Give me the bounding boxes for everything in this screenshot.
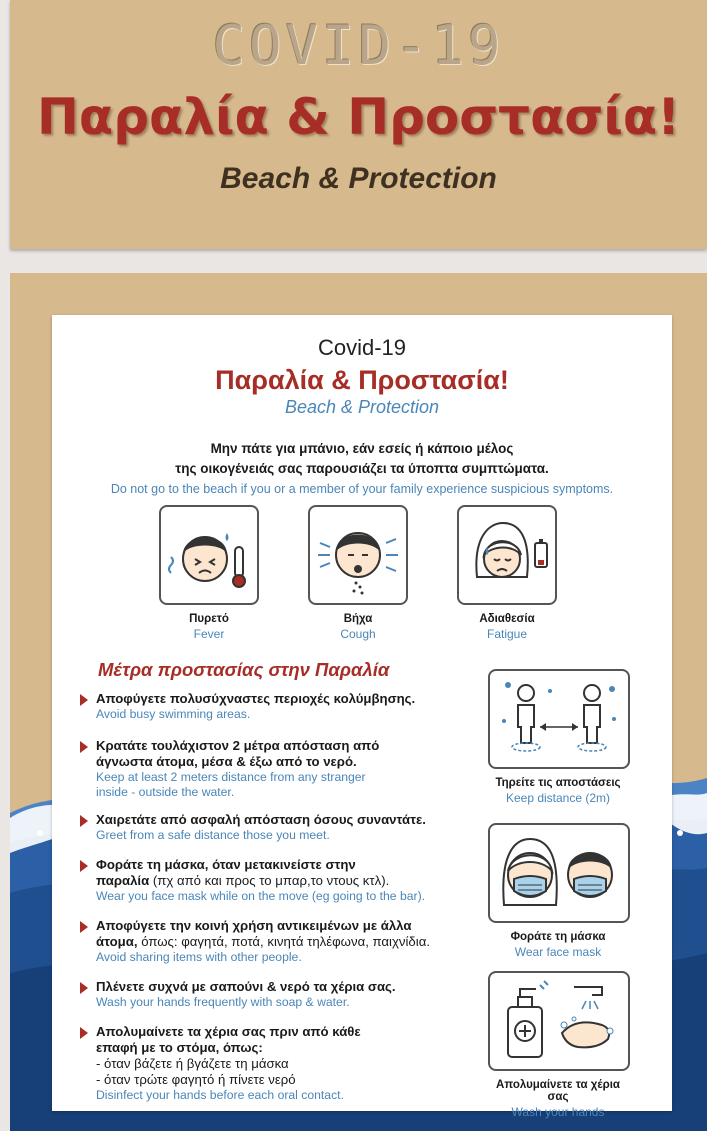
measure-item <box>80 918 460 965</box>
symptom-fever-label-en: Fever <box>193 627 225 641</box>
measure-greek: Φοράτε τη μάσκα, όταν μετακινείστε στην <box>96 857 356 872</box>
fever-icon <box>159 505 259 605</box>
measure-english: Disinfect your hands before each oral contact. <box>96 1088 344 1102</box>
measure-item <box>80 738 460 800</box>
warning-greek-line-2: της οικογένειάς σας παρουσιάζει τα ύποπτα συμπτώματα. <box>175 461 549 476</box>
warning-greek-line-1: Μην πάτε για μπάνιο, εάν εσείς ή κάποιο μέλος <box>210 441 514 456</box>
picture-wear-mask <box>488 823 628 959</box>
measure-english: Greet from a safe distance those you meet. <box>96 828 330 842</box>
measure-english-line-2: inside - outside the water. <box>96 785 235 799</box>
measure-english: Avoid sharing items with other people. <box>96 950 302 964</box>
measure-greek-line-2: επαφή με το στόμα, όπως: <box>96 1040 263 1055</box>
measure-greek-line-2-detail: (πχ από και προς το μπαρ,το ντους κτλ). <box>149 873 390 888</box>
symptom-fever <box>159 505 259 641</box>
fatigue-icon <box>457 505 557 605</box>
symptom-fatigue <box>457 505 557 641</box>
measure-item <box>80 812 460 843</box>
measure-item <box>80 979 460 1010</box>
symptom-cough-label-en: Cough <box>340 627 376 641</box>
measure-greek: Χαιρετάτε από ασφαλή απόσταση όσους συναντάτε. <box>96 812 426 827</box>
arrow-bullet-icon <box>80 741 88 753</box>
arrow-bullet-icon <box>80 860 88 872</box>
measure-item <box>80 857 460 904</box>
arrow-bullet-icon <box>80 815 88 827</box>
measure-greek: Κρατάτε τουλάχιστον 2 μέτρα απόσταση από <box>96 738 380 753</box>
measure-item <box>80 1024 460 1103</box>
distance-icon <box>488 669 630 769</box>
arrow-bullet-icon <box>80 1027 88 1039</box>
picture-wash-hands-label-gr: Απολυμαίνετε τα χέρια σας <box>496 1079 620 1103</box>
symptom-fever-label-gr: Πυρετό <box>189 613 229 625</box>
measure-greek: Πλένετε συχνά με σαπούνι & νερό τα χέρια σας. <box>96 979 396 994</box>
picture-wear-mask-label-gr: Φοράτε τη μάσκα <box>510 931 606 943</box>
picture-keep-distance <box>488 669 628 805</box>
measure-greek-line-2-detail: όπως: φαγητά, ποτά, κινητά τηλέφωνα, παιχνίδια. <box>137 934 430 949</box>
hand-wash-icon <box>488 971 630 1071</box>
picture-wear-mask-label-en: Wear face mask <box>514 945 602 959</box>
measure-greek-line-4: - όταν τρώτε φαγητό ή πίνετε νερό <box>96 1072 296 1087</box>
measure-greek: Αποφύγετε την κοινή χρήση αντικειμένων με άλλα <box>96 918 412 933</box>
measure-greek: Αποφύγετε πολυσύχναστες περιοχές κολύμβησης. <box>96 691 416 706</box>
measure-english: Avoid busy swimming areas. <box>96 707 251 721</box>
warning-english: Do not go to the beach if you or a member of your family experience suspicious symptoms. <box>110 482 614 496</box>
info-card <box>52 315 672 1119</box>
measure-greek-line-2: άτομα, <box>96 934 138 949</box>
symptom-fatigue-label-gr: Αδιαθεσία <box>479 613 535 625</box>
measure-greek: Απολυμαίνετε τα χέρια σας πριν από κάθε <box>96 1024 361 1039</box>
measure-greek-line-2: άγνωστα άτομα, μέσα & έξω από το νερό. <box>96 754 357 769</box>
card-covid-title: Covid-19 <box>317 335 407 360</box>
card-greek-title: Παραλία & Προστασία! <box>215 365 509 395</box>
face-mask-icon <box>488 823 630 923</box>
picture-wash-hands <box>488 971 628 1119</box>
measure-greek-line-3: - όταν βάζετε ή βγάζετε τη μάσκα <box>96 1056 289 1071</box>
measure-item <box>80 691 460 722</box>
section-title: Μέτρα προστασίας στην Παραλία <box>98 659 390 680</box>
card-english-title: Beach & Protection <box>284 397 440 417</box>
measure-greek-line-2: παραλία <box>96 873 150 888</box>
symptom-fatigue-label-en: Fatigue <box>486 627 528 641</box>
measure-english: Wear you face mask while on the move (eg going to the bar). <box>96 889 426 903</box>
measure-english: Keep at least 2 meters distance from any stranger <box>96 770 366 784</box>
picture-keep-distance-label-en: Keep distance (2m) <box>505 791 611 805</box>
banner-covid-title: COVID-19 <box>212 14 505 77</box>
measure-english: Wash your hands frequently with soap & water. <box>96 995 350 1009</box>
arrow-bullet-icon <box>80 694 88 706</box>
symptom-cough-label-gr: Βήχα <box>343 613 373 625</box>
banner-greek-title: Παραλία & Προστασία! <box>37 88 680 146</box>
picture-wash-hands-label-en: Wash your hands <box>511 1105 605 1119</box>
arrow-bullet-icon <box>80 921 88 933</box>
cough-icon <box>308 505 408 605</box>
symptom-cough <box>308 505 408 641</box>
picture-keep-distance-label-gr: Τηρείτε τις αποστάσεις <box>495 777 621 789</box>
banner-english-title: Beach & Protection <box>220 162 497 195</box>
top-banner <box>10 0 707 249</box>
arrow-bullet-icon <box>80 982 88 994</box>
